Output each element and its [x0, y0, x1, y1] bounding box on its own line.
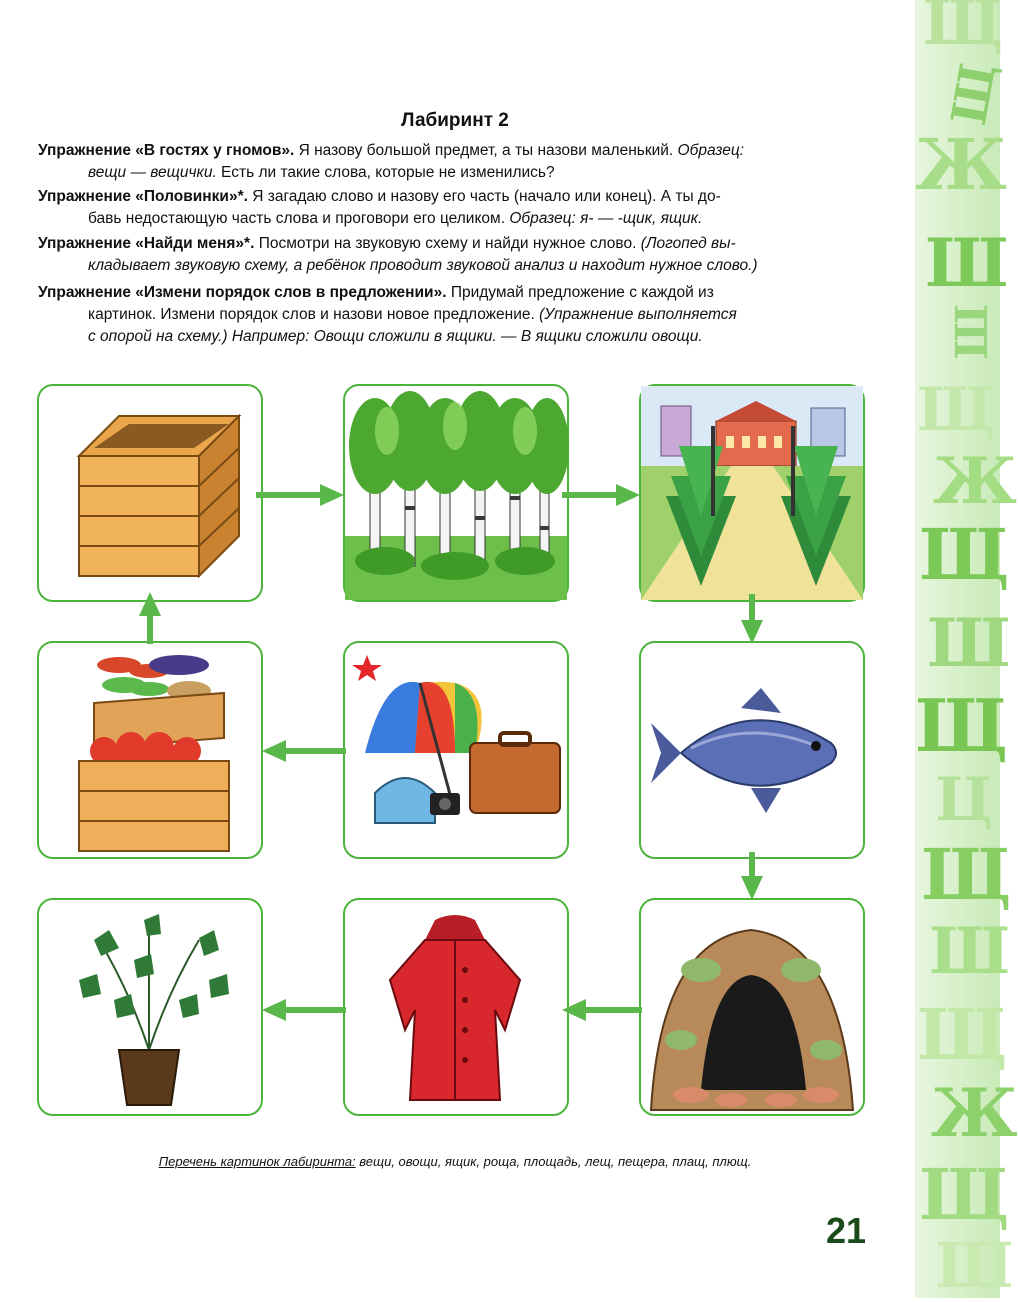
- exercise-name: Упражнение «В гостях у гномов».: [38, 142, 295, 159]
- footnote-label: Перечень картинок лабиринта:: [158, 1154, 356, 1169]
- letter-decoration: Ж: [933, 444, 1017, 519]
- exercise-example: вещи — вещички.: [88, 164, 217, 181]
- exercise-example: Образец:: [677, 142, 745, 159]
- vegetables-icon: [39, 643, 261, 857]
- exercise-text: Есть ли такие слова, которые не изменились?: [216, 164, 555, 181]
- arrow-up-1: [137, 590, 163, 644]
- cave-icon: [641, 900, 863, 1114]
- footnote-text: вещи, овощи, ящик, роща, площадь, лещ, пещера, плащ, плющ.: [355, 1154, 752, 1169]
- arrow-left-2: [260, 997, 346, 1023]
- arrow-left-1: [560, 997, 642, 1023]
- exercise-text: картинок. Измени порядок слов и назови новое предложение.: [88, 306, 540, 323]
- maze-card-fish[interactable]: [639, 641, 865, 859]
- exercise-name: Упражнение «Половинки»*.: [38, 188, 248, 205]
- star-icon: [352, 655, 382, 681]
- letter-decoration: Щ: [923, 0, 1004, 59]
- exercise-text: Я загадаю слово и назову его часть (начало или конец). А ты до-: [247, 188, 721, 205]
- maze-card-crate[interactable]: [37, 384, 263, 602]
- letter-decoration: Ш: [927, 604, 1011, 682]
- letter-decoration: Ц: [935, 765, 993, 835]
- letter-decoration: Щ: [919, 513, 1010, 596]
- maze-card-raincoat[interactable]: [343, 898, 569, 1116]
- picture-list-footnote: [0, 1154, 910, 1169]
- exercise-halves: [38, 186, 878, 230]
- arrow-right-1: [256, 482, 346, 508]
- exercise-gnomes: [38, 140, 878, 184]
- maze-card-ivy[interactable]: [37, 898, 263, 1116]
- exercise-note: (Упражнение выполняется: [539, 306, 737, 323]
- exercise-text: Я назову большой предмет, а ты назови маленький.: [294, 142, 678, 159]
- page-title: Лабиринт 2: [401, 110, 509, 131]
- exercise-note: кладывает звуковую схему, а ребёнок проводит звуковой анализ и находит нужное слово.): [88, 257, 758, 274]
- exercise-name: Упражнение «Найди меня»*.: [38, 235, 255, 252]
- arrow-down-2: [739, 852, 765, 902]
- exercise-find-me: [38, 233, 878, 277]
- exercise-note: с опорой на схему.) Например: Овощи сложили в ящики. — В ящики сложили овощи.: [88, 328, 703, 345]
- bream-fish-icon: [641, 643, 863, 857]
- letter-decoration: Ш: [935, 1229, 1014, 1302]
- raincoat-icon: [345, 900, 567, 1114]
- exercise-example: Образец: я- — -щик, ящик.: [509, 210, 703, 227]
- maze-card-grove[interactable]: [343, 384, 569, 602]
- letter-decoration: Щ: [921, 833, 1012, 916]
- letter-decoration: Ш: [946, 304, 998, 360]
- letter-decoration: Ш: [929, 914, 1011, 989]
- birch-grove-icon: [345, 386, 567, 600]
- ivy-plant-icon: [39, 900, 261, 1114]
- exercise-word-order: [38, 282, 878, 348]
- exercise-text: Придумай предложение с каждой из: [446, 284, 714, 301]
- maze-card-cave[interactable]: [639, 898, 865, 1116]
- maze-card-square[interactable]: [639, 384, 865, 602]
- crate-icon: [39, 386, 261, 600]
- exercise-name: Упражнение «Измени порядок слов в предложении».: [38, 284, 447, 301]
- things-icon: [345, 643, 567, 857]
- arrow-left-3: [260, 738, 346, 764]
- page-number: 21: [826, 1210, 867, 1251]
- letter-decoration: Ж: [931, 1074, 1018, 1152]
- letter-decoration: Ж: [915, 123, 1007, 206]
- letter-decoration: Щ: [919, 1153, 1010, 1236]
- letter-decoration: Ш: [925, 224, 1009, 302]
- exercise-text: Посмотри на звуковую схему и найди нужное слово.: [254, 235, 641, 252]
- city-square-icon: [641, 386, 863, 600]
- maze-card-vegetables[interactable]: [37, 641, 263, 859]
- letter-decoration: Щ: [941, 58, 1007, 130]
- maze-card-things[interactable]: [343, 641, 569, 859]
- exercise-text: бавь недостающую часть слова и проговори его целиком.: [88, 210, 510, 227]
- exercise-note: (Логопед вы-: [640, 235, 736, 252]
- side-letter-strip: [915, 0, 1018, 1302]
- letter-decoration: Щ: [915, 683, 1009, 768]
- arrow-right-2: [562, 482, 642, 508]
- letter-decoration: Щ: [917, 375, 995, 445]
- arrow-down-1: [739, 594, 765, 646]
- letter-decoration: Щ: [917, 993, 1008, 1076]
